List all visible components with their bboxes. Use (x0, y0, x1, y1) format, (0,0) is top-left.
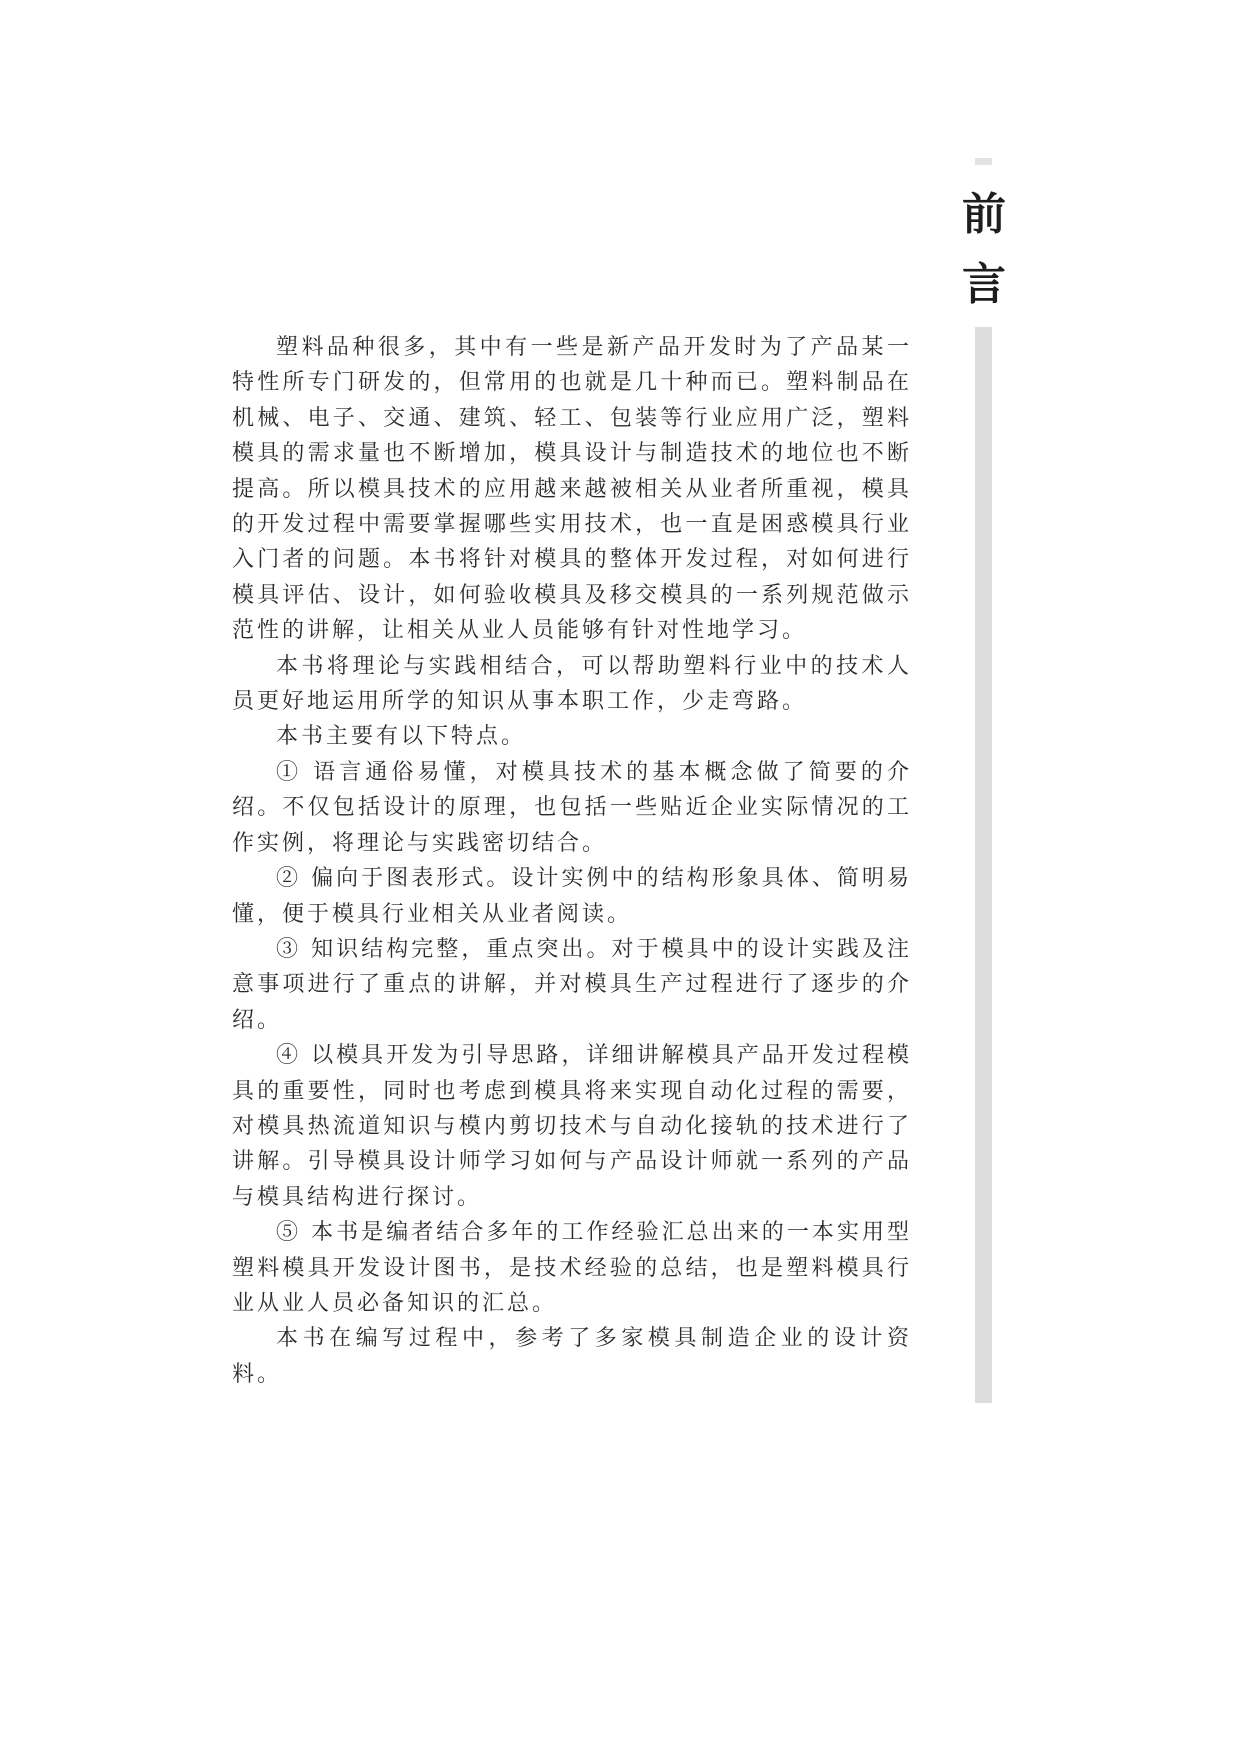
side-margin-bar (975, 327, 992, 1403)
section-title-char-1: 前 (962, 189, 1006, 240)
preface-body (232, 330, 912, 1392)
paragraph: 本书在编写过程中，参考了多家模具制造企业的设计资料。 (232, 1326, 912, 1387)
paragraph: ④ 以模具开发为引导思路，详细讲解模具产品开发过程模具的重要性，同时也考虑到模具将来实现自动化过程的需要，对模具热流道知识与模内剪切技术与自动化接轨的技术进行了讲解。引导模具设计师学习如何与产品设计师就一系列的产品与模具结构进行探讨。 (232, 1043, 912, 1210)
paragraph: 本书将理论与实践相结合，可以帮助塑料行业中的技术人员更好地运用所学的知识从事本职工作，少走弯路。 (232, 653, 912, 715)
paragraph: 塑料品种很多，其中有一些是新产品开发时为了产品某一特性所专门研发的，但常用的也就是几十种而已。塑料制品在机械、电子、交通、建筑、轻工、包装等行业应用广泛，塑料模具的需求量也不断增加，模具设计与制造技术的地位也不断提高。所以模具技术的应用越来越被相关从业者所重视，模具的开发过程中需要掌握哪些实用技术，也一直是困惑模具行业入门者的问题。本书将针对模具的整体开发过程，对如何进行模具评估、设计，如何验收模具及移交模具的一系列规范做示范性的讲解，让相关从业人员能够有针对性地学习。 (232, 335, 912, 644)
section-title (960, 180, 1008, 320)
paragraph: ⑤ 本书是编者结合多年的工作经验汇总出来的一本实用型塑料模具开发设计图书，是技术经验的总结，也是塑料模具行业从业人员必备知识的汇总。 (232, 1220, 912, 1316)
paragraph: ① 语言通俗易懂，对模具技术的基本概念做了简要的介绍。不仅包括设计的原理，也包括一些贴近企业实际情况的工作实例，将理论与实践密切结合。 (232, 759, 912, 856)
section-title-char-2: 言 (962, 259, 1006, 310)
side-tab-marker (975, 158, 992, 165)
paragraph: ② 偏向于图表形式。设计实例中的结构形象具体、简明易懂，便于模具行业相关从业者阅读。 (232, 866, 912, 927)
paragraph: 本书主要有以下特点。 (276, 724, 527, 750)
paragraph: ③ 知识结构完整，重点突出。对于模具中的设计实践及注意事项进行了重点的讲解，并对模具生产过程进行了逐步的介绍。 (232, 936, 912, 1033)
